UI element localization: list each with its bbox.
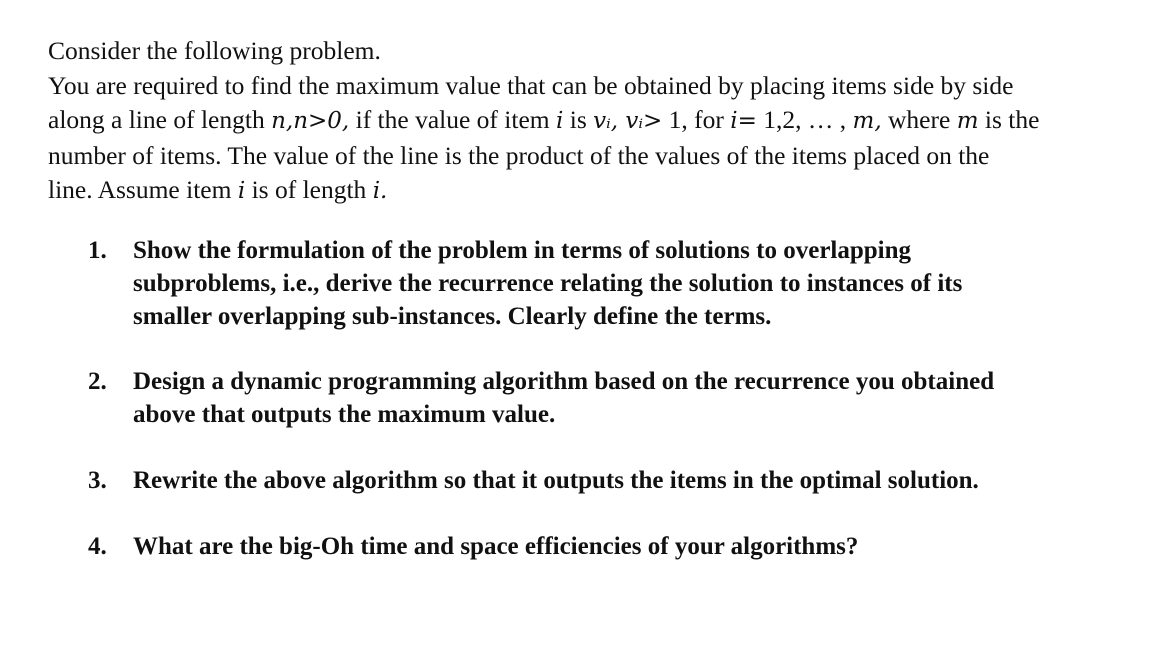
question-text-line: smaller overlapping sub-instances. Clearly define the terms. [133,303,772,330]
question-number: 1. [88,237,107,264]
text-run: 1, for [662,105,731,134]
text-run: is [563,105,594,134]
math-i: i. [372,178,388,204]
math-m: m [956,108,979,134]
document-page [48,34,1143,560]
math-i: i [237,178,246,204]
question-number: 4. [88,533,107,560]
text-run: is the [978,105,1040,134]
intro-line: You are required to find the maximum value that can be obtained by placing items side by side [48,70,1014,100]
text-run: along a line of length [48,105,272,134]
intro-line: number of items. The value of the line is the product of the values of the items placed on the [48,140,990,170]
question-item [88,530,1128,563]
question-text-line: Design a dynamic programming algorithm based on the recurrence you obtained [133,368,995,395]
text-run: where [881,105,957,134]
question-text-line: subproblems, i.e., derive the recurrence relating the solution to instances of its [133,270,963,297]
question-text-line: Show the formulation of the problem in terms of solutions to overlapping [133,237,912,264]
question-item [88,464,1128,497]
question-text-line: above that outputs the maximum value. [133,401,556,428]
question-number: 2. [88,368,107,395]
question-item [88,234,1128,333]
math-vi: vᵢ, vᵢ> [593,108,663,134]
text-run: if the value of item [349,105,556,134]
text-run: line. Assume item [48,175,238,204]
text-run: 1,2, … , [756,105,853,134]
question-list [88,234,1128,563]
question-text-line: Rewrite the above algorithm so that it outputs the items in the optimal solution. [133,467,979,494]
math-n: n,n>0, [271,108,350,134]
text-run: is of length [245,175,373,204]
question-text-line: What are the big-Oh time and space efficiencies of your algorithms? [133,533,859,560]
math-i: i [556,108,564,134]
intro-line [48,173,1143,209]
intro-line: Consider the following problem. [48,36,381,65]
question-item [88,365,1128,431]
intro-line [48,103,1143,139]
math-i-equals: i= [730,108,757,134]
problem-statement [48,34,1143,209]
math-m: m, [852,108,882,134]
question-number: 3. [88,467,107,494]
